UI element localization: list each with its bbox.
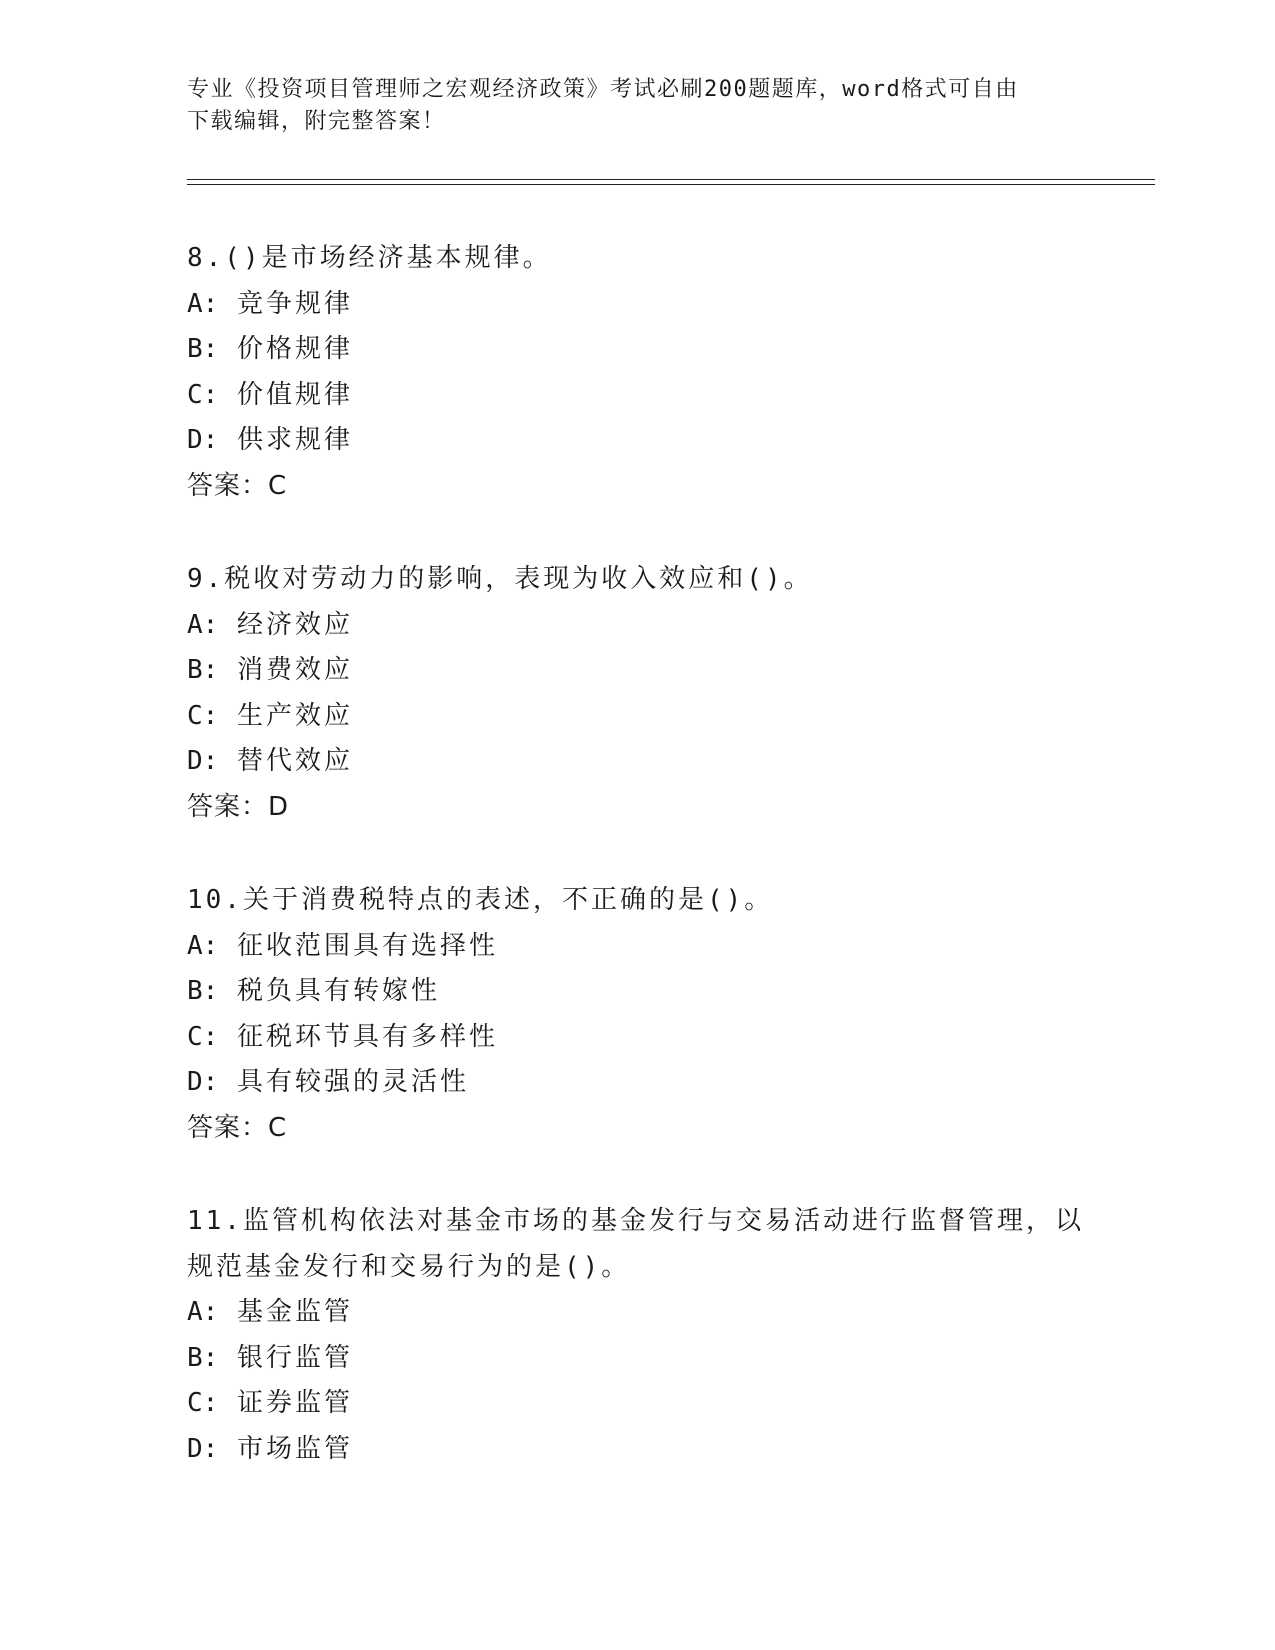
- option-key: B:: [187, 334, 219, 364]
- option-b: [187, 969, 1087, 1015]
- option-text: 税负具有转嫁性: [236, 976, 440, 1006]
- option-text: 基金监管: [236, 1297, 353, 1327]
- question-9: [187, 557, 1087, 830]
- document-header: [187, 74, 1067, 138]
- option-text: 价格规律: [236, 334, 353, 364]
- option-key: A:: [187, 930, 219, 961]
- option-b: [187, 648, 1087, 694]
- question-8: [187, 236, 1087, 509]
- option-text: 价值规律: [236, 379, 353, 410]
- option-key: D:: [187, 1433, 219, 1464]
- option-text: 具有较强的灵活性: [236, 1067, 469, 1097]
- option-key: D:: [187, 1067, 219, 1097]
- option-key: A:: [187, 1297, 219, 1327]
- header-rule-bottom: [187, 184, 1155, 185]
- option-key: C:: [187, 1021, 219, 1052]
- option-d: [187, 418, 1087, 464]
- option-a: [187, 282, 1087, 328]
- question-stem-line-1: 11.监管机构依法对基金市场的基金发行与交易活动进行监督管理，以: [187, 1206, 1084, 1236]
- answer-line: 答案：C: [187, 470, 288, 501]
- option-a: [187, 603, 1087, 649]
- option-a: [187, 924, 1087, 970]
- option-b: [187, 1336, 1087, 1382]
- question-10: [187, 878, 1087, 1151]
- header-line-2: 下载编辑，附完整答案！: [187, 109, 446, 134]
- answer-line: 答案：D: [187, 791, 290, 822]
- option-a: [187, 1290, 1087, 1336]
- option-text: 经济效应: [236, 609, 353, 640]
- question-stem-line-2: 规范基金发行和交易行为的是()。: [187, 1251, 631, 1282]
- question-stem: 8.()是市场经济基本规律。: [187, 243, 552, 273]
- option-key: B:: [187, 655, 219, 685]
- option-key: C:: [187, 1388, 219, 1418]
- option-c: [187, 1015, 1087, 1061]
- option-d: [187, 739, 1087, 785]
- answer-line: 答案：C: [187, 1112, 288, 1143]
- option-key: A:: [187, 609, 219, 640]
- option-key: A:: [187, 288, 219, 319]
- option-text: 消费效应: [236, 655, 353, 685]
- option-c: [187, 1381, 1087, 1427]
- option-text: 征收范围具有选择性: [236, 930, 498, 961]
- question-stem: 9.税收对劳动力的影响，表现为收入效应和()。: [187, 564, 813, 594]
- option-key: D:: [187, 425, 219, 455]
- option-text: 替代效应: [236, 746, 353, 776]
- option-text: 供求规律: [236, 425, 353, 455]
- option-text: 竞争规律: [236, 288, 353, 319]
- option-text: 征税环节具有多样性: [236, 1021, 498, 1052]
- option-c: [187, 694, 1087, 740]
- option-d: [187, 1060, 1087, 1106]
- header-line-1: 专业《投资项目管理师之宏观经济政策》考试必刷200题题库，word格式可自由: [187, 77, 1019, 102]
- option-text: 生产效应: [236, 700, 353, 731]
- option-text: 市场监管: [236, 1433, 353, 1464]
- option-b: [187, 327, 1087, 373]
- question-list: [187, 236, 1087, 1520]
- option-text: 证券监管: [236, 1388, 353, 1418]
- header-rule-top: [187, 179, 1155, 180]
- option-text: 银行监管: [236, 1342, 353, 1373]
- option-d: [187, 1427, 1087, 1473]
- option-c: [187, 373, 1087, 419]
- question-stem: 10.关于消费税特点的表述，不正确的是()。: [187, 885, 774, 915]
- option-key: B:: [187, 976, 219, 1006]
- option-key: B:: [187, 1342, 219, 1373]
- option-key: C:: [187, 379, 219, 410]
- question-11: [187, 1199, 1087, 1472]
- option-key: C:: [187, 700, 219, 731]
- option-key: D:: [187, 746, 219, 776]
